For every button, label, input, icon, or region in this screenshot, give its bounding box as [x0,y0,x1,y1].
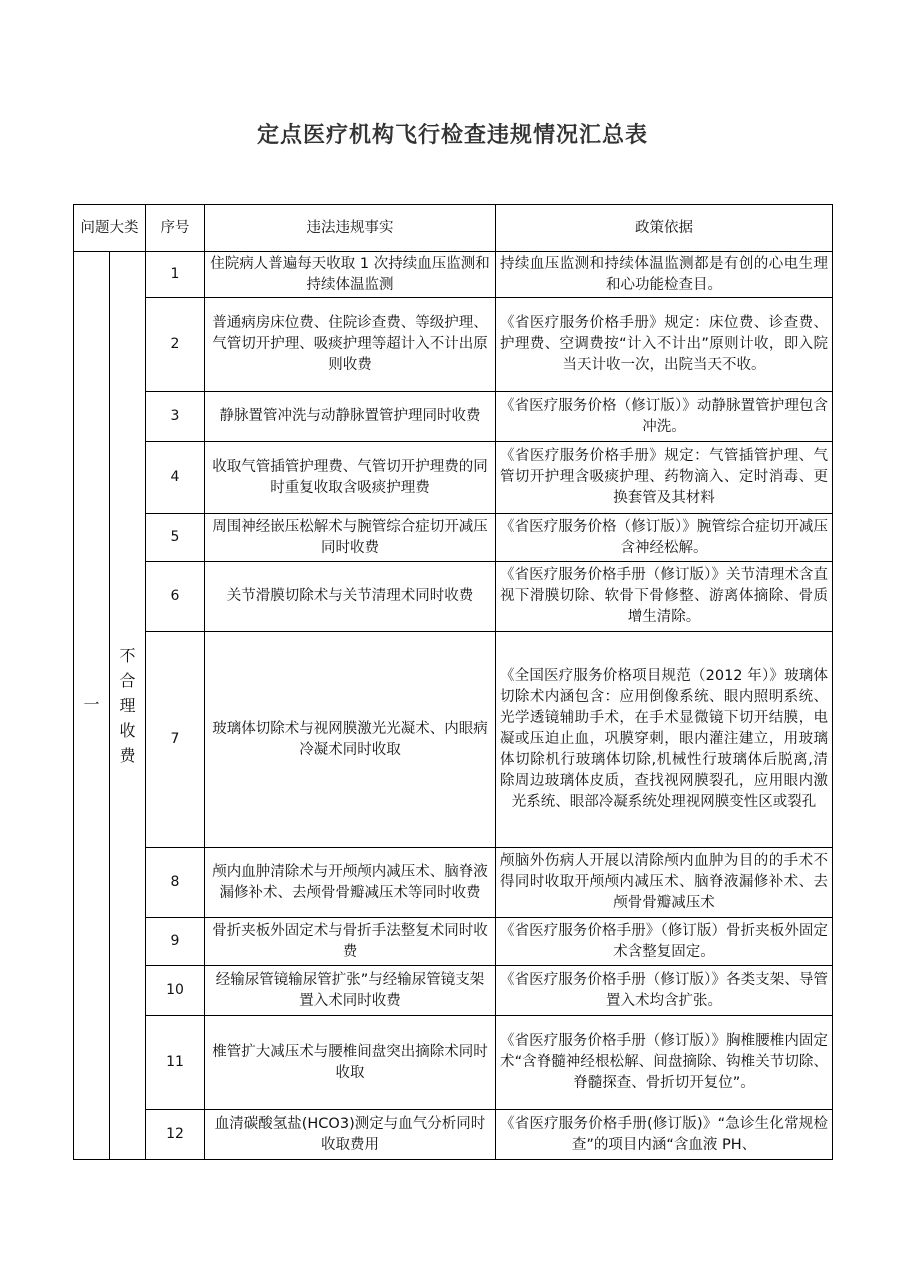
violation-table [73,204,833,1160]
row-policy: 《省医疗服务价格手册（修订版）》各类支架、导管置入术均含扩张。 [496,966,833,1016]
header-fact: 违法违规事实 [205,205,496,252]
row-fact: 收取气管插管护理费、气管切开护理费的同时重复收取含吸痰护理费 [205,442,496,514]
row-index: 2 [146,298,205,392]
table-row [74,632,833,848]
group-number [74,252,110,1160]
group-name-text: 不合理收费 [119,646,136,765]
row-policy: 《省医疗服务价格手册》（修订版）骨折夹板外固定术含整复固定。 [496,918,833,966]
page-title: 定点医疗机构飞行检查违规情况汇总表 [256,123,648,148]
row-index: 1 [146,252,205,298]
header-category: 问题大类 [74,205,146,252]
row-index: 5 [146,514,205,562]
table-body [74,252,833,1160]
row-policy: 颅脑外伤病人开展以清除颅内血肿为目的的手术不得同时收取开颅颅内减压术、脑脊液漏修补术、去颅骨骨瓣减压术 [496,848,833,918]
table-row [74,442,833,514]
row-fact: 椎管扩大减压术与腰椎间盘突出摘除术同时收取 [205,1016,496,1110]
row-fact: 颅内血肿清除术与开颅颅内减压术、脑脊液漏修补术、去颅骨骨瓣减压术等同时收费 [205,848,496,918]
row-index: 10 [146,966,205,1016]
row-index: 12 [146,1110,205,1160]
row-fact: 普通病房床位费、住院诊查费、等级护理、气管切开护理、吸痰护理等超计入不计出原则收费 [205,298,496,392]
header-index: 序号 [146,205,205,252]
table-row [74,252,833,298]
row-index: 8 [146,848,205,918]
row-policy: 《省医疗服务价格手册》规定：气管插管护理、气管切开护理含吸痰护理、药物滴入、定时消毒、更换套管及其材料 [496,442,833,514]
row-policy: 《省医疗服务价格（修订版）》腕管综合症切开减压含神经松解。 [496,514,833,562]
row-fact: 住院病人普遍每天收取 1 次持续血压监测和持续体温监测 [205,252,496,298]
table-header-row [74,205,833,252]
row-policy: 《全国医疗服务价格项目规范（2012 年）》玻璃体切除术内涵包含：应用倒像系统、眼内照明系统、光学透镜辅助手术，在手术显微镜下切开结膜，电凝或压迫止血，巩膜穿刺，眼内灌注建立，用玻璃体切除机行玻璃体切除,机械性行玻璃体后脱离,清除周边玻璃体皮质，查找视网膜裂孔，应用眼内激光系统、眼部冷凝系统处理视网膜变性区或裂孔 [496,632,833,848]
table-row [74,514,833,562]
row-policy: 《省医疗服务价格手册（修订版）》胸椎腰椎内固定术“含脊髓神经根松解、间盘摘除、钩椎关节切除、脊髓探查、骨折切开复位”。 [496,1016,833,1110]
table-row [74,918,833,966]
row-policy: 《省医疗服务价格（修订版）》动静脉置管护理包含冲洗。 [496,392,833,442]
group-name [110,252,146,1160]
table-row [74,1110,833,1160]
table-row [74,1016,833,1110]
row-fact: 经输尿管镜输尿管扩张”与经输尿管镜支架置入术同时收费 [205,966,496,1016]
row-fact: 骨折夹板外固定术与骨折手法整复术同时收费 [205,918,496,966]
group-number-text: 一 [83,695,100,714]
table-row [74,298,833,392]
row-fact: 血清碳酸氢盐(HCO3)测定与血气分析同时收取费用 [205,1110,496,1160]
row-index: 6 [146,562,205,632]
row-index: 3 [146,392,205,442]
table-row [74,392,833,442]
table-row [74,966,833,1016]
row-index: 11 [146,1016,205,1110]
row-policy: 持续血压监测和持续体温监测都是有创的心电生理和心功能检查目。 [496,252,833,298]
row-fact: 关节滑膜切除术与关节清理术同时收费 [205,562,496,632]
table-row [74,562,833,632]
row-fact: 玻璃体切除术与视网膜激光光凝术、内眼病冷凝术同时收取 [205,632,496,848]
row-fact: 周围神经嵌压松解术与腕管综合症切开减压同时收费 [205,514,496,562]
row-index: 7 [146,632,205,848]
row-fact: 静脉置管冲洗与动静脉置管护理同时收费 [205,392,496,442]
header-policy: 政策依据 [496,205,833,252]
row-policy: 《省医疗服务价格手册》规定：床位费、诊查费、护理费、空调费按“计入不计出”原则计收，即入院当天计收一次，出院当天不收。 [496,298,833,392]
row-policy: 《省医疗服务价格手册（修订版）》关节清理术含直视下滑膜切除、软骨下骨修整、游离体摘除、骨质增生清除。 [496,562,833,632]
row-policy: 《省医疗服务价格手册(修订版)》“急诊生化常规检查”的项目内涵“含血液 PH、 [496,1110,833,1160]
row-index: 4 [146,442,205,514]
table-row [74,848,833,918]
row-index: 9 [146,918,205,966]
